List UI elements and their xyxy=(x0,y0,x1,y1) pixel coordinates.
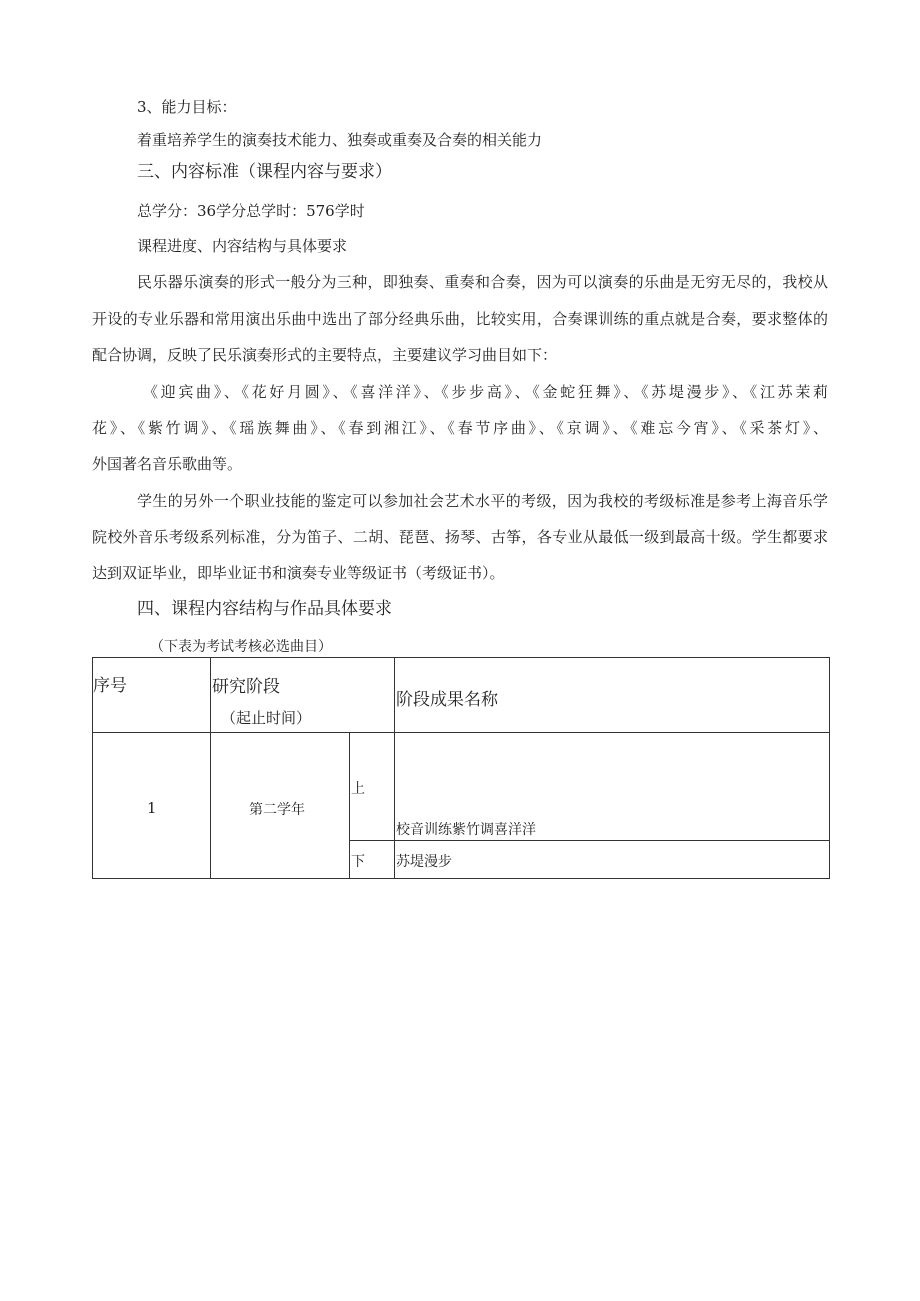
section-three-heading: 三、内容标准（课程内容与要求） xyxy=(137,162,392,182)
ability-text: 着重培养学生的演奏技术能力、独奏或重奏及合奏的相关能力 xyxy=(137,131,543,149)
header-result: 阶段成果名称 xyxy=(396,690,498,710)
header-no-cell xyxy=(93,658,211,733)
header-stage-cell xyxy=(211,658,395,733)
row-stage: 第二学年 xyxy=(249,802,305,818)
header-stage: 研究阶段 xyxy=(212,677,280,697)
header-no: 序号 xyxy=(93,676,127,696)
result-lower-cell xyxy=(395,841,830,879)
paragraph-line: 院校外音乐考级系列标准，分为笛子、二胡、琵琶、扬琴、古筝，各专业从最低一级到最高十级。学生都要求 xyxy=(92,528,828,546)
paragraph-line: 《迎宾曲》、《花好月圆》、《喜洋洋》、《步步高》、《金蛇狂舞》、《苏堤漫步》、《江苏茉莉 xyxy=(143,383,828,401)
paragraph-line: 花》、《紫竹调》、《瑶族舞曲》、《春到湘江》、《春节序曲》、《京调》、《难忘今宵》、《采茶灯》、 xyxy=(92,419,828,437)
paragraph-line: 配合协调，反映了民乐演奏形式的主要特点，主要建议学习曲目如下： xyxy=(92,346,558,364)
term-lower-cell xyxy=(350,841,395,879)
header-period: （起止时间） xyxy=(221,709,312,727)
section-four-heading: 四、课程内容结构与作品具体要求 xyxy=(137,599,392,619)
result-upper: 校音训练紫竹调喜洋洋 xyxy=(396,822,536,838)
header-result-cell xyxy=(395,658,830,733)
term-upper: 上 xyxy=(351,781,365,797)
table-caption: （下表为考试考核必选曲目） xyxy=(150,639,332,655)
row-stage-cell xyxy=(211,733,350,879)
result-upper-cell xyxy=(395,733,830,841)
term-lower: 下 xyxy=(351,854,365,870)
progress-subheading: 课程进度、内容结构与具体要求 xyxy=(137,237,348,255)
result-lower: 苏堤漫步 xyxy=(396,854,452,870)
table-header-row xyxy=(93,658,830,733)
paragraph-line: 外国著名音乐歌曲等。 xyxy=(92,455,243,473)
row-no: 1 xyxy=(147,799,157,817)
ability-heading: 3、能力目标： xyxy=(137,98,237,116)
paragraph-line: 达到双证毕业，即毕业证书和演奏专业等级证书（考级证书）。 xyxy=(92,564,505,582)
table-row xyxy=(93,733,830,841)
required-pieces-table xyxy=(92,657,830,879)
term-upper-cell xyxy=(350,733,395,841)
credits-line: 总学分：36学分总学时：576学时 xyxy=(137,202,365,220)
row-no-cell xyxy=(93,733,211,879)
paragraph-line: 民乐器乐演奏的形式一般分为三种，即独奏、重奏和合奏，因为可以演奏的乐曲是无穷无尽的，我校从 xyxy=(137,273,828,291)
paragraph-line: 开设的专业乐器和常用演出乐曲中选出了部分经典乐曲，比较实用，合奏课训练的重点就是合奏，要求整体的 xyxy=(92,310,828,328)
paragraph-line: 学生的另外一个职业技能的鉴定可以参加社会艺术水平的考级，因为我校的考级标准是参考上海音乐学 xyxy=(137,492,828,510)
